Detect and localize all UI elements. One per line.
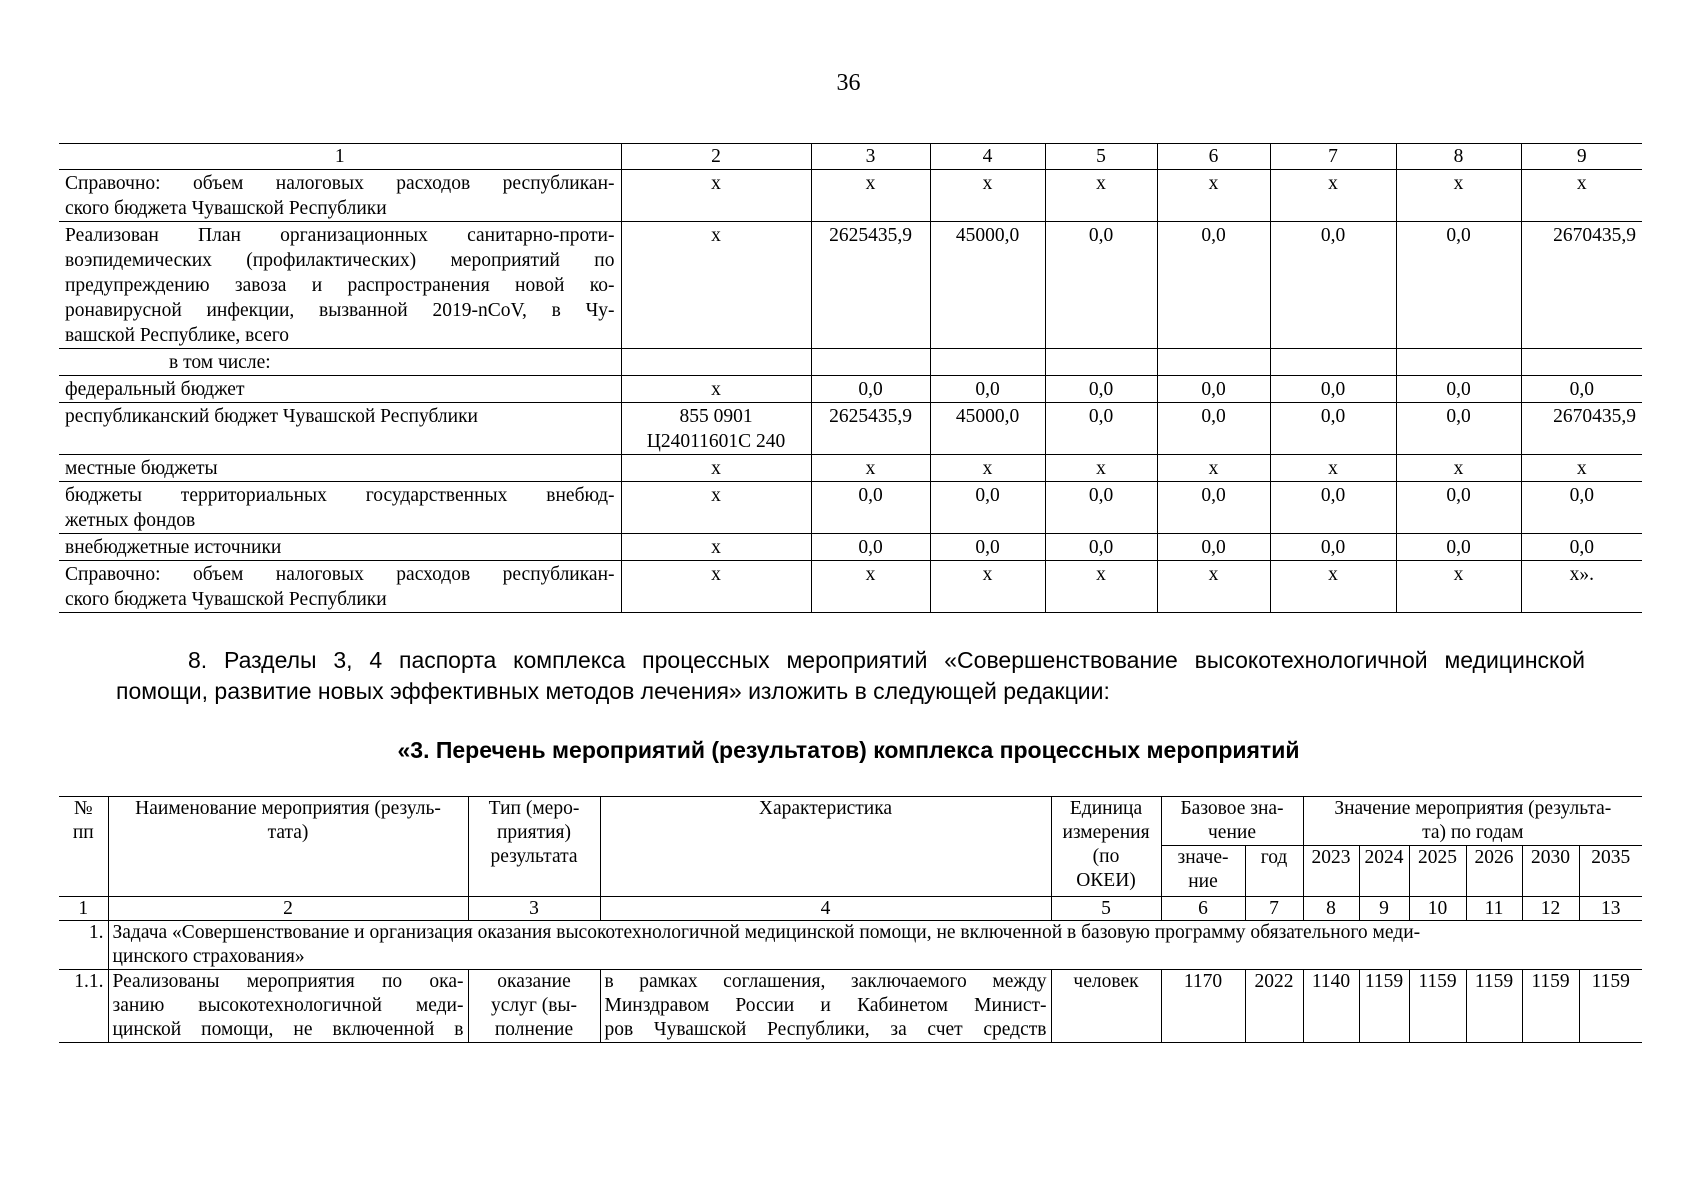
row-type: оказание услуг (вы- полнение [468,970,600,1043]
paragraph-line-1: 8. Разделы 3, 4 паспорта комплекса процессных мероприятий «Совершенствование высокотехнологичной медицинской [188,647,1585,673]
text-line: Справочно: объем налоговых расходов республикан- [65,173,615,194]
task-num: 1. [59,921,108,970]
row-value: х [930,455,1045,482]
row-value: 0,0 [1396,403,1521,455]
column-number: 7 [1245,897,1303,921]
row-value: 0,0 [1157,376,1270,403]
column-number: 4 [600,897,1051,921]
column-number: 13 [1579,897,1642,921]
row-value: 2670435,9 [1521,403,1642,455]
row-value [930,349,1045,376]
text-line: в рамках соглашения, заключаемого между [604,971,1047,992]
row-value: 0,0 [1521,376,1642,403]
row-value: 0,0 [1396,376,1521,403]
column-number: 1 [59,144,621,170]
header-row [59,797,1642,846]
row-base-value: 1170 [1161,970,1245,1043]
row-name [59,482,621,534]
row-value: 2625435,9 [811,222,930,349]
row-value: 2625435,9 [811,403,930,455]
column-number: 11 [1466,897,1522,921]
text-line: цинской помощи, не включенной в [112,1019,464,1040]
header-base-year: год [1245,846,1303,897]
header-year: 2030 [1522,846,1579,897]
table-row [59,455,1642,482]
page-number: 36 [836,70,861,96]
row-value: х [1521,455,1642,482]
row-value: х [1396,561,1521,613]
row-value: 1159 [1466,970,1522,1043]
row-name [59,222,621,349]
column-numbers-row [59,897,1642,921]
header-year: 2026 [1466,846,1522,897]
column-number: 7 [1270,144,1396,170]
row-code [621,349,811,376]
row-value: х [1396,170,1521,222]
row-value: х [1045,170,1157,222]
row-value: 0,0 [1157,482,1270,534]
text-line: Реализован План организационных санитарно-проти- [65,225,615,246]
row-name: в том числе: [59,349,621,376]
header-by-years: Значение мероприятия (результа- та) по годам [1303,797,1642,846]
header-characteristic: Характеристика [600,797,1051,897]
column-number: 8 [1396,144,1521,170]
text-line: ского бюджета Чувашской Республики [65,198,387,219]
row-value: 0,0 [811,534,930,561]
row-value: 0,0 [1521,482,1642,534]
text-line: предупреждению завоза и распространения новой ко- [65,275,615,296]
row-name: республиканский бюджет Чувашской Республики [59,403,621,455]
text-line: жетных фондов [65,510,196,531]
task-row [59,921,1642,970]
row-value [1521,349,1642,376]
budget-table [59,143,1642,613]
row-value: 45000,0 [930,222,1045,349]
column-number: 4 [930,144,1045,170]
text-line: бюджеты территориальных государственных внебюд- [65,485,615,506]
row-base-year: 2022 [1245,970,1303,1043]
column-number: 9 [1521,144,1642,170]
row-value: 0,0 [1270,482,1396,534]
row-value: 1159 [1359,970,1409,1043]
row-value: х [1045,561,1157,613]
text-line: Минздравом России и Кабинетом Минист- [604,995,1047,1016]
row-value: х [811,561,930,613]
row-unit: человек [1051,970,1161,1043]
row-value: 0,0 [1270,222,1396,349]
column-number: 9 [1359,897,1409,921]
row-code: х [621,534,811,561]
row-value: х [1157,170,1270,222]
row-value: 0,0 [1270,376,1396,403]
row-value [1045,349,1157,376]
table-row [59,561,1642,613]
column-number: 10 [1409,897,1466,921]
row-name: местные бюджеты [59,455,621,482]
row-value: 0,0 [1157,222,1270,349]
row-value: 0,0 [1045,482,1157,534]
row-value: 1159 [1579,970,1642,1043]
column-number: 5 [1051,897,1161,921]
row-name: федеральный бюджет [59,376,621,403]
row-value: 0,0 [1045,534,1157,561]
header-year: 2025 [1409,846,1466,897]
row-name [59,561,621,613]
column-number: 2 [108,897,468,921]
row-value: х [1270,561,1396,613]
text-line: ронавирусной инфекции, вызванной 2019-nCoV, в Чу- [65,300,615,321]
row-value: 0,0 [1396,534,1521,561]
table-row [59,970,1642,1043]
text-line: занию высокотехнологичной меди- [112,995,464,1016]
activities-table [59,796,1642,1043]
row-value: х [1521,170,1642,222]
row-value: 0,0 [1270,534,1396,561]
row-value: х [930,561,1045,613]
row-value: х [811,455,930,482]
row-value: х [1396,455,1521,482]
table-row [59,170,1642,222]
row-value: 0,0 [1521,534,1642,561]
header-base-value: значе- ние [1161,846,1245,897]
column-numbers-row [59,144,1642,170]
row-characteristic [600,970,1051,1043]
header-year: 2035 [1579,846,1642,897]
row-name: внебюджетные источники [59,534,621,561]
row-value [811,349,930,376]
text-line: Реализованы мероприятия по ока- [112,971,464,992]
row-value: 0,0 [930,376,1045,403]
row-value: 45000,0 [930,403,1045,455]
row-value: 1159 [1409,970,1466,1043]
row-name [59,170,621,222]
row-value: 0,0 [1045,222,1157,349]
table-row [59,403,1642,455]
row-code: 855 0901 Ц24011601С 240 [621,403,811,455]
row-value: 0,0 [1045,376,1157,403]
row-value: х [1270,455,1396,482]
header-year: 2024 [1359,846,1409,897]
text-line: воэпидемических (профилактических) мероприятий по [65,250,615,271]
row-code: х [621,482,811,534]
row-value: х [1157,561,1270,613]
row-value: 2670435,9 [1521,222,1642,349]
row-value: х». [1521,561,1642,613]
row-value: 1159 [1522,970,1579,1043]
row-code: х [621,561,811,613]
table-row [59,349,1642,376]
column-number: 2 [621,144,811,170]
task-text: Задача «Совершенствование и организация оказания высокотехнологичной медицинской помощи, не включенной в базовую программу обязательного меди- цинского страхования» [108,921,1642,970]
text-line: ров Чувашской Республики, за счет средств [604,1019,1047,1040]
header-unit: Единица измерения (по ОКЕИ) [1051,797,1161,897]
text-line: ского бюджета Чувашской Республики [65,589,387,610]
header-year: 2023 [1303,846,1359,897]
header-base: Базовое зна- чение [1161,797,1303,846]
row-value: х [1045,455,1157,482]
column-number: 6 [1161,897,1245,921]
row-value: 0,0 [811,482,930,534]
row-value: х [930,170,1045,222]
row-value: 0,0 [1396,222,1521,349]
row-value: х [811,170,930,222]
column-number: 8 [1303,897,1359,921]
row-num: 1.1. [59,970,108,1043]
row-value: 0,0 [1157,403,1270,455]
column-number: 12 [1522,897,1579,921]
column-number: 1 [59,897,108,921]
section-title: «3. Перечень мероприятий (результатов) комплекса процессных мероприятий [397,737,1300,763]
row-code: х [621,376,811,403]
column-number: 5 [1045,144,1157,170]
text-line: вашской Республике, всего [65,325,290,346]
column-number: 3 [468,897,600,921]
column-number: 3 [811,144,930,170]
row-value [1270,349,1396,376]
row-value: х [1270,170,1396,222]
header-name: Наименование мероприятия (резуль- тата) [108,797,468,897]
table-row [59,482,1642,534]
header-num: № пп [59,797,108,897]
table-row [59,222,1642,349]
table-row [59,534,1642,561]
table-row [59,376,1642,403]
column-number: 6 [1157,144,1270,170]
instruction-paragraph [116,645,1585,707]
text-line: Справочно: объем налоговых расходов республикан- [65,564,615,585]
row-value: 0,0 [811,376,930,403]
row-value: 0,0 [1396,482,1521,534]
row-value: 0,0 [1045,403,1157,455]
row-value [1157,349,1270,376]
row-code: х [621,455,811,482]
row-value: х [1157,455,1270,482]
row-value: 0,0 [1157,534,1270,561]
header-type: Тип (меро- приятия) результата [468,797,600,897]
row-value: 0,0 [930,482,1045,534]
row-value: 0,0 [1270,403,1396,455]
paragraph-line-2: помощи, развитие новых эффективных методов лечения» изложить в следующей редакции: [116,678,1110,704]
row-name [108,970,468,1043]
row-code: х [621,222,811,349]
row-value: 1140 [1303,970,1359,1043]
row-code: х [621,170,811,222]
row-value: 0,0 [930,534,1045,561]
row-value [1396,349,1521,376]
